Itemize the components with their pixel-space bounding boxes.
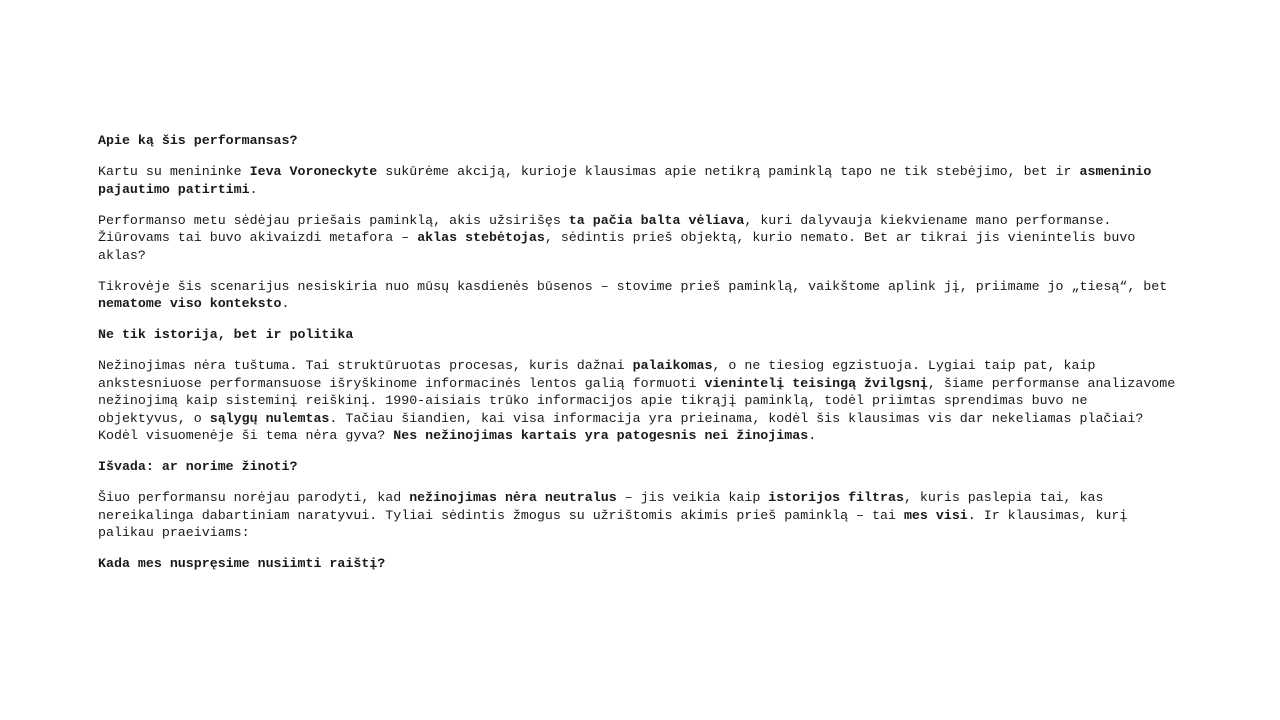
text-run: Šiuo performansu norėjau parodyti, kad bbox=[98, 490, 410, 505]
text-run: . Ir klausimas, kurį palikau praeiviams: bbox=[98, 507, 1128, 540]
heading-text: Apie ką šis performansas? bbox=[98, 133, 298, 148]
bold-run: asmeninio pajautimo patirtimi bbox=[98, 164, 1152, 197]
text-run: , kuris paslepia tai, kas nereikalinga dabartiniam naratyvui. Tyliai sėdintis žmogus su užrištomis akimis prieš paminklą – tai bbox=[98, 490, 1104, 523]
heading-text: Išvada: ar norime žinoti? bbox=[98, 459, 298, 474]
bold-run: aklas stebėtojas bbox=[417, 230, 545, 245]
bold-run: vienintelį teisingą žvilgsnį bbox=[704, 375, 928, 391]
section-heading-politics bbox=[98, 326, 1180, 344]
text-run: , sėdintis prieš objektą, kurio nemato. Bet ar tikrai jis vienintelis buvo aklas? bbox=[98, 230, 1136, 263]
text-run: – jis veikia kaip bbox=[616, 490, 769, 505]
text-run: . Tačiau šiandien, kai visa informacija yra prieinama, kodėl šis klausimas vis dar nekeliamas plačiai? Kodėl visuomenėje ši tema nėra gyva? bbox=[98, 410, 1144, 443]
paragraph-conclusion bbox=[98, 489, 1180, 542]
bold-run: nežinojimas nėra neutralus bbox=[409, 490, 617, 505]
article-body bbox=[98, 132, 1180, 586]
text-run: Nežinojimas nėra tuštuma. Tai struktūruotas procesas, kuris dažnai bbox=[98, 358, 633, 373]
text-run: . bbox=[281, 296, 290, 311]
text-run: , kuri dalyvauja kiekviename mano performanse. Žiūrovams tai buvo akivaizdi metafora – bbox=[98, 212, 1112, 245]
bold-run: nematome viso konteksto bbox=[98, 296, 282, 311]
heading-text: Kada mes nuspręsime nusiimti raištį? bbox=[98, 556, 386, 571]
section-heading-about bbox=[98, 132, 1180, 150]
heading-text: Ne tik istorija, bet ir politika bbox=[98, 327, 354, 342]
text-run: Kartu su menininke bbox=[98, 164, 250, 179]
bold-run: Nes nežinojimas kartais yra patogesnis nei žinojimas bbox=[393, 428, 809, 443]
section-heading-conclusion bbox=[98, 458, 1180, 476]
closing-question bbox=[98, 555, 1180, 573]
text-run: , šiame performanse analizavome nežinojimą kaip sisteminį reiškinį. 1990-aisiais trūko informacijos apie tikrąjį paminklą, todėl priimtas sprendimas buvo ne objektyvus, o bbox=[98, 375, 1176, 426]
paragraph-politics bbox=[98, 357, 1180, 445]
text-run: . bbox=[808, 428, 817, 443]
text-run: Tikrovėje šis scenarijus nesiskiria nuo mūsų kasdienės būsenos – stovime prieš paminklą, vaikštome aplink jį, priimame jo „tiesą“, bet bbox=[98, 278, 1168, 294]
bold-run: palaikomas bbox=[632, 358, 713, 373]
bold-run: ta pačia balta vėliava bbox=[568, 212, 745, 228]
bold-run: Ieva Voroneckyte bbox=[249, 164, 378, 179]
text-run: , o ne tiesiog egzistuoja. Lygiai taip pat, kaip ankstesniuose performansuose išryškinome informacinės lentos galią formuoti bbox=[98, 358, 1096, 391]
paragraph-reality bbox=[98, 278, 1180, 313]
text-run: . bbox=[249, 181, 258, 197]
paragraph-intro bbox=[98, 163, 1180, 198]
text-run: Performanso metu sėdėjau priešais paminklą, akis užsirišęs bbox=[98, 212, 569, 228]
paragraph-performance bbox=[98, 212, 1180, 265]
bold-run: istorijos filtras bbox=[768, 490, 904, 505]
text-run: sukūrėme akciją, kurioje klausimas apie netikrą paminklą tapo ne tik stebėjimo, bet ir bbox=[377, 164, 1080, 179]
bold-run: mes visi bbox=[903, 507, 968, 523]
bold-run: sąlygų nulemtas bbox=[209, 410, 330, 426]
